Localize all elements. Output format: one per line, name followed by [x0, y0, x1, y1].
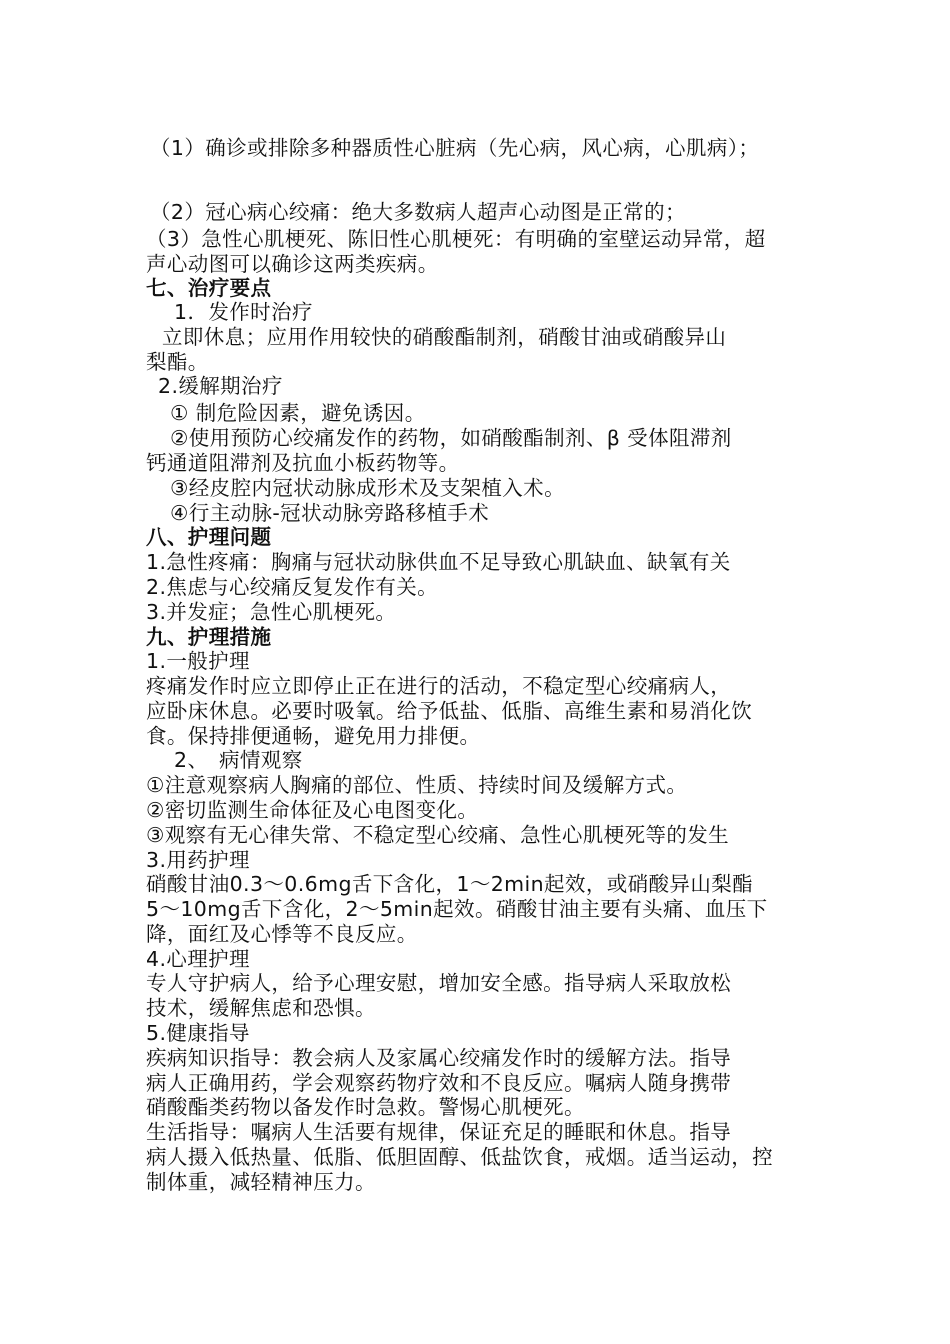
list-item: 2.焦虑与心绞痛反复发作有关。 [146, 575, 439, 599]
text-line: 降，面红及心悸等不良反应。 [146, 922, 418, 946]
subsection-heading: 1．发作时治疗 [174, 300, 313, 324]
text-line: 制体重，减轻精神压力。 [146, 1170, 376, 1194]
text-line: 硝酸酯类药物以备发作时急救。警惕心肌梗死。 [146, 1095, 585, 1119]
subsection-heading: 3.用药护理 [146, 848, 250, 872]
text-line: 应卧床休息。必要时吸氧。给予低盐、低脂、高维生素和易消化饮 [146, 699, 753, 723]
text-line: 梨酯。 [146, 350, 209, 374]
section-heading: 九、护理措施 [146, 625, 272, 649]
text-line: （1）确诊或排除多种器质性心脏病（先心病，风心病，心肌病）； [150, 136, 760, 160]
section-heading: 七、治疗要点 [146, 276, 272, 300]
text-line: 食。保持排便通畅，避免用力排便。 [146, 724, 481, 748]
subsection-heading: 1.一般护理 [146, 649, 250, 673]
text-line: 病人正确用药，学会观察药物疗效和不良反应。嘱病人随身携带 [146, 1071, 732, 1095]
text-line: 生活指导：嘱病人生活要有规律，保证充足的睡眠和休息。指导 [146, 1120, 732, 1144]
section-heading: 八、护理问题 [146, 525, 272, 549]
subsection-heading: 5.健康指导 [146, 1021, 250, 1045]
text-line: （3）急性心肌梗死、陈旧性心肌梗死：有明确的室壁运动异常，超 [146, 227, 766, 251]
list-item: ④行主动脉-冠状动脉旁路移植手术 [170, 501, 490, 525]
list-item: ① 制危险因素，避免诱因。 [170, 401, 426, 425]
subsection-heading: 2.缓解期治疗 [158, 374, 283, 398]
text-line: 钙通道阻滞剂及抗血小板药物等。 [146, 451, 460, 475]
text-line: 病人摄入低热量、低脂、低胆固醇、低盐饮食，戒烟。适当运动，控 [146, 1145, 773, 1169]
list-item: ②密切监测生命体征及心电图变化。 [146, 798, 479, 822]
text-line: 5～10mg舌下含化，2～5min起效。硝酸甘油主要有头痛、血压下 [146, 897, 768, 921]
subsection-heading: 2、 病情观察 [174, 748, 303, 772]
list-item: ③经皮腔内冠状动脉成形术及支架植入术。 [170, 476, 565, 500]
text-line: 立即休息；应用作用较快的硝酸酯制剂，硝酸甘油或硝酸异山 [162, 325, 727, 349]
text-line: 疼痛发作时应立即停止正在进行的活动，不稳定型心绞痛病人， [146, 674, 732, 698]
list-item: 1.急性疼痛：胸痛与冠状动脉供血不足导致心肌缺血、缺氧有关 [146, 550, 731, 574]
text-line: 硝酸甘油0.3～0.6mg舌下含化，1～2min起效，或硝酸异山梨酯 [146, 872, 754, 896]
list-item: ③观察有无心律失常、不稳定型心绞痛、急性心肌梗死等的发生 [146, 823, 730, 847]
text-line: 技术，缓解焦虑和恐惧。 [146, 996, 376, 1020]
list-item: ①注意观察病人胸痛的部位、性质、持续时间及缓解方式。 [146, 773, 688, 797]
text-line: 专人守护病人，给予心理安慰，增加安全感。指导病人采取放松 [146, 971, 732, 995]
list-item: ②使用预防心绞痛发作的药物，如硝酸酯制剂、β 受体阻滞剂 [170, 426, 732, 450]
list-item: 3.并发症；急性心肌梗死。 [146, 600, 397, 624]
text-line: 声心动图可以确诊这两类疾病。 [146, 252, 439, 276]
text-line: （2）冠心病心绞痛：绝大多数病人超声心动图是正常的； [150, 200, 686, 224]
subsection-heading: 4.心理护理 [146, 947, 250, 971]
text-line: 疾病知识指导：教会病人及家属心绞痛发作时的缓解方法。指导 [146, 1046, 732, 1070]
